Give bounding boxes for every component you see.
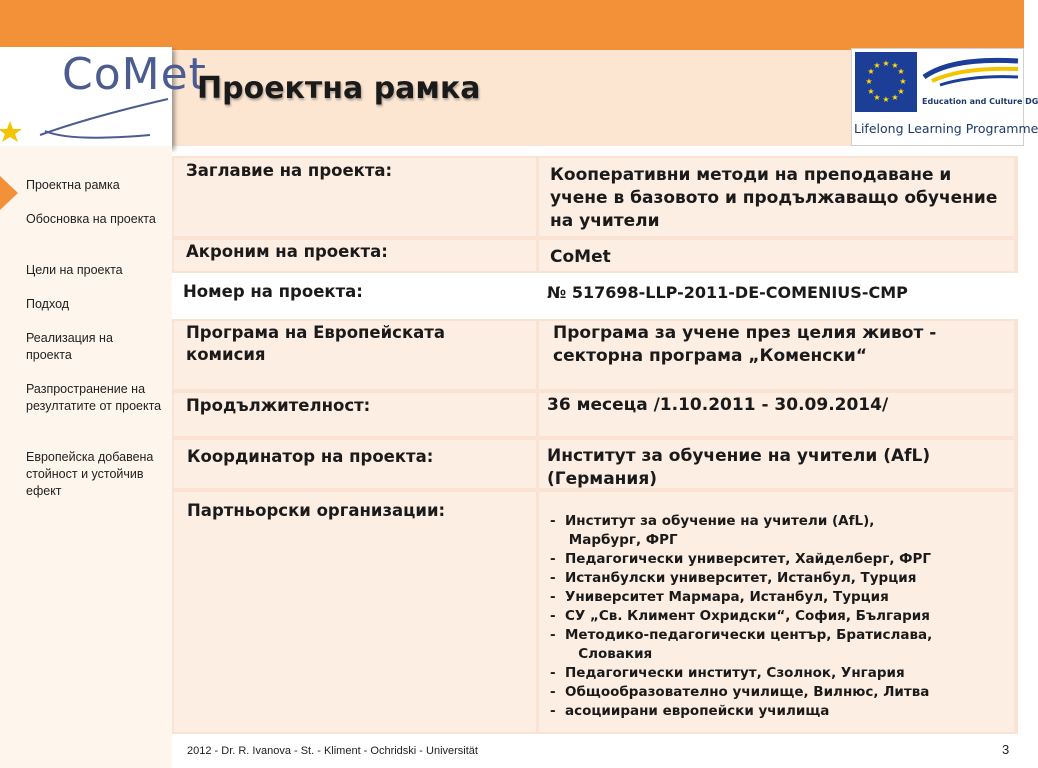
svg-text:★: ★ — [891, 61, 899, 70]
active-item-marker-icon — [0, 176, 18, 210]
comet-logo — [0, 47, 207, 147]
list-item: - Педагогически университет, Хайделберг, ФРГ — [550, 551, 932, 567]
svg-text:★: ★ — [873, 61, 881, 70]
svg-text:★: ★ — [867, 87, 875, 96]
svg-text:★: ★ — [867, 67, 875, 76]
sidebar-item-rationale[interactable]: Обосновка на проекта — [26, 212, 156, 226]
number-value: № 517698-LLP-2011-DE-COMENIUS-CMP — [547, 283, 908, 302]
programme-label: Програма на Европейската комисия — [186, 323, 445, 364]
svg-text:★: ★ — [897, 87, 905, 96]
footer-text: 2012 - Dr. R. Ivanova - St. - Kliment - Ochridski - Universität — [187, 745, 478, 757]
sidebar-item-european-value[interactable]: Европейска добавена стойност и устойчив ефект — [26, 450, 154, 498]
sidebar-item-approach[interactable]: Подход — [26, 297, 70, 311]
eu-programme-label: Lifelong Learning Programme — [854, 121, 1038, 136]
list-item: - Истанбулски университет, Истанбул, Турция — [550, 570, 917, 586]
number-label: Номер на проекта: — [183, 282, 363, 301]
list-item: Словакия — [550, 646, 653, 662]
acronym-value: CoMet — [550, 247, 611, 267]
partners-list — [550, 512, 932, 721]
duration-value: 36 месеца /1.10.2011 - 30.09.2014/ — [547, 395, 889, 415]
svg-text:★: ★ — [873, 93, 881, 102]
svg-text:★: ★ — [899, 77, 907, 86]
svg-text:★: ★ — [891, 93, 899, 102]
eu-swoosh-icon — [922, 53, 1022, 93]
eu-dg-label: Education and Culture DG — [922, 97, 1038, 106]
logo-text: CoMet — [62, 49, 207, 100]
list-item: - Университет Мармара, Истанбул, Турция — [550, 589, 889, 605]
list-item: Марбург, ФРГ — [550, 532, 678, 548]
title-label: Заглавие на проекта: — [186, 161, 393, 180]
logo-swoosh-icon — [0, 47, 172, 147]
sidebar-item-project-framework[interactable]: Проектна рамка — [26, 178, 120, 192]
page-title: Проектна рамка — [197, 71, 481, 106]
list-item: - Методико-педагогически център, Братислава, — [550, 627, 933, 643]
partners-label: Партньорски организации: — [187, 501, 446, 520]
list-item: - асоциирани европейски училища — [550, 703, 830, 719]
svg-text:★: ★ — [882, 95, 890, 104]
sidebar-item-implementation[interactable]: Реализация на проекта — [26, 331, 113, 362]
duration-label: Продължителност: — [186, 396, 371, 415]
list-item: - Общообразователно училище, Вилнюс, Литва — [550, 684, 930, 700]
acronym-label: Акроним на проекта: — [186, 242, 388, 261]
coordinator-label: Координатор на проекта: — [187, 447, 434, 466]
coordinator-value: Институт за обучение на учители (AfL) (Германия) — [547, 446, 931, 489]
eu-flag-icon — [855, 52, 917, 112]
top-orange-bar — [0, 0, 1024, 50]
sidebar-item-goals[interactable]: Цели на проекта — [26, 263, 123, 277]
sidebar-item-dissemination[interactable]: Разпространение на резултатите от проекта — [26, 382, 162, 413]
list-item: - Институт за обучение на учители (AfL), — [550, 513, 875, 529]
svg-text:★: ★ — [865, 77, 873, 86]
eu-llp-logo — [851, 48, 1038, 146]
svg-text:★: ★ — [882, 59, 890, 68]
title-value: Кооперативни методи на преподаване и учене в базовото и продължаващо обучение на учители — [550, 165, 998, 231]
programme-value: Програма за учене през целия живот - секторна програма „Коменски“ — [553, 323, 937, 366]
list-item: - СУ „Св. Климент Охридски“, София, България — [550, 608, 930, 624]
list-item: - Педагогически институт, Сзолнок, Унгария — [550, 665, 905, 681]
page-number: 3 — [1002, 742, 1010, 757]
svg-text:★: ★ — [897, 67, 905, 76]
